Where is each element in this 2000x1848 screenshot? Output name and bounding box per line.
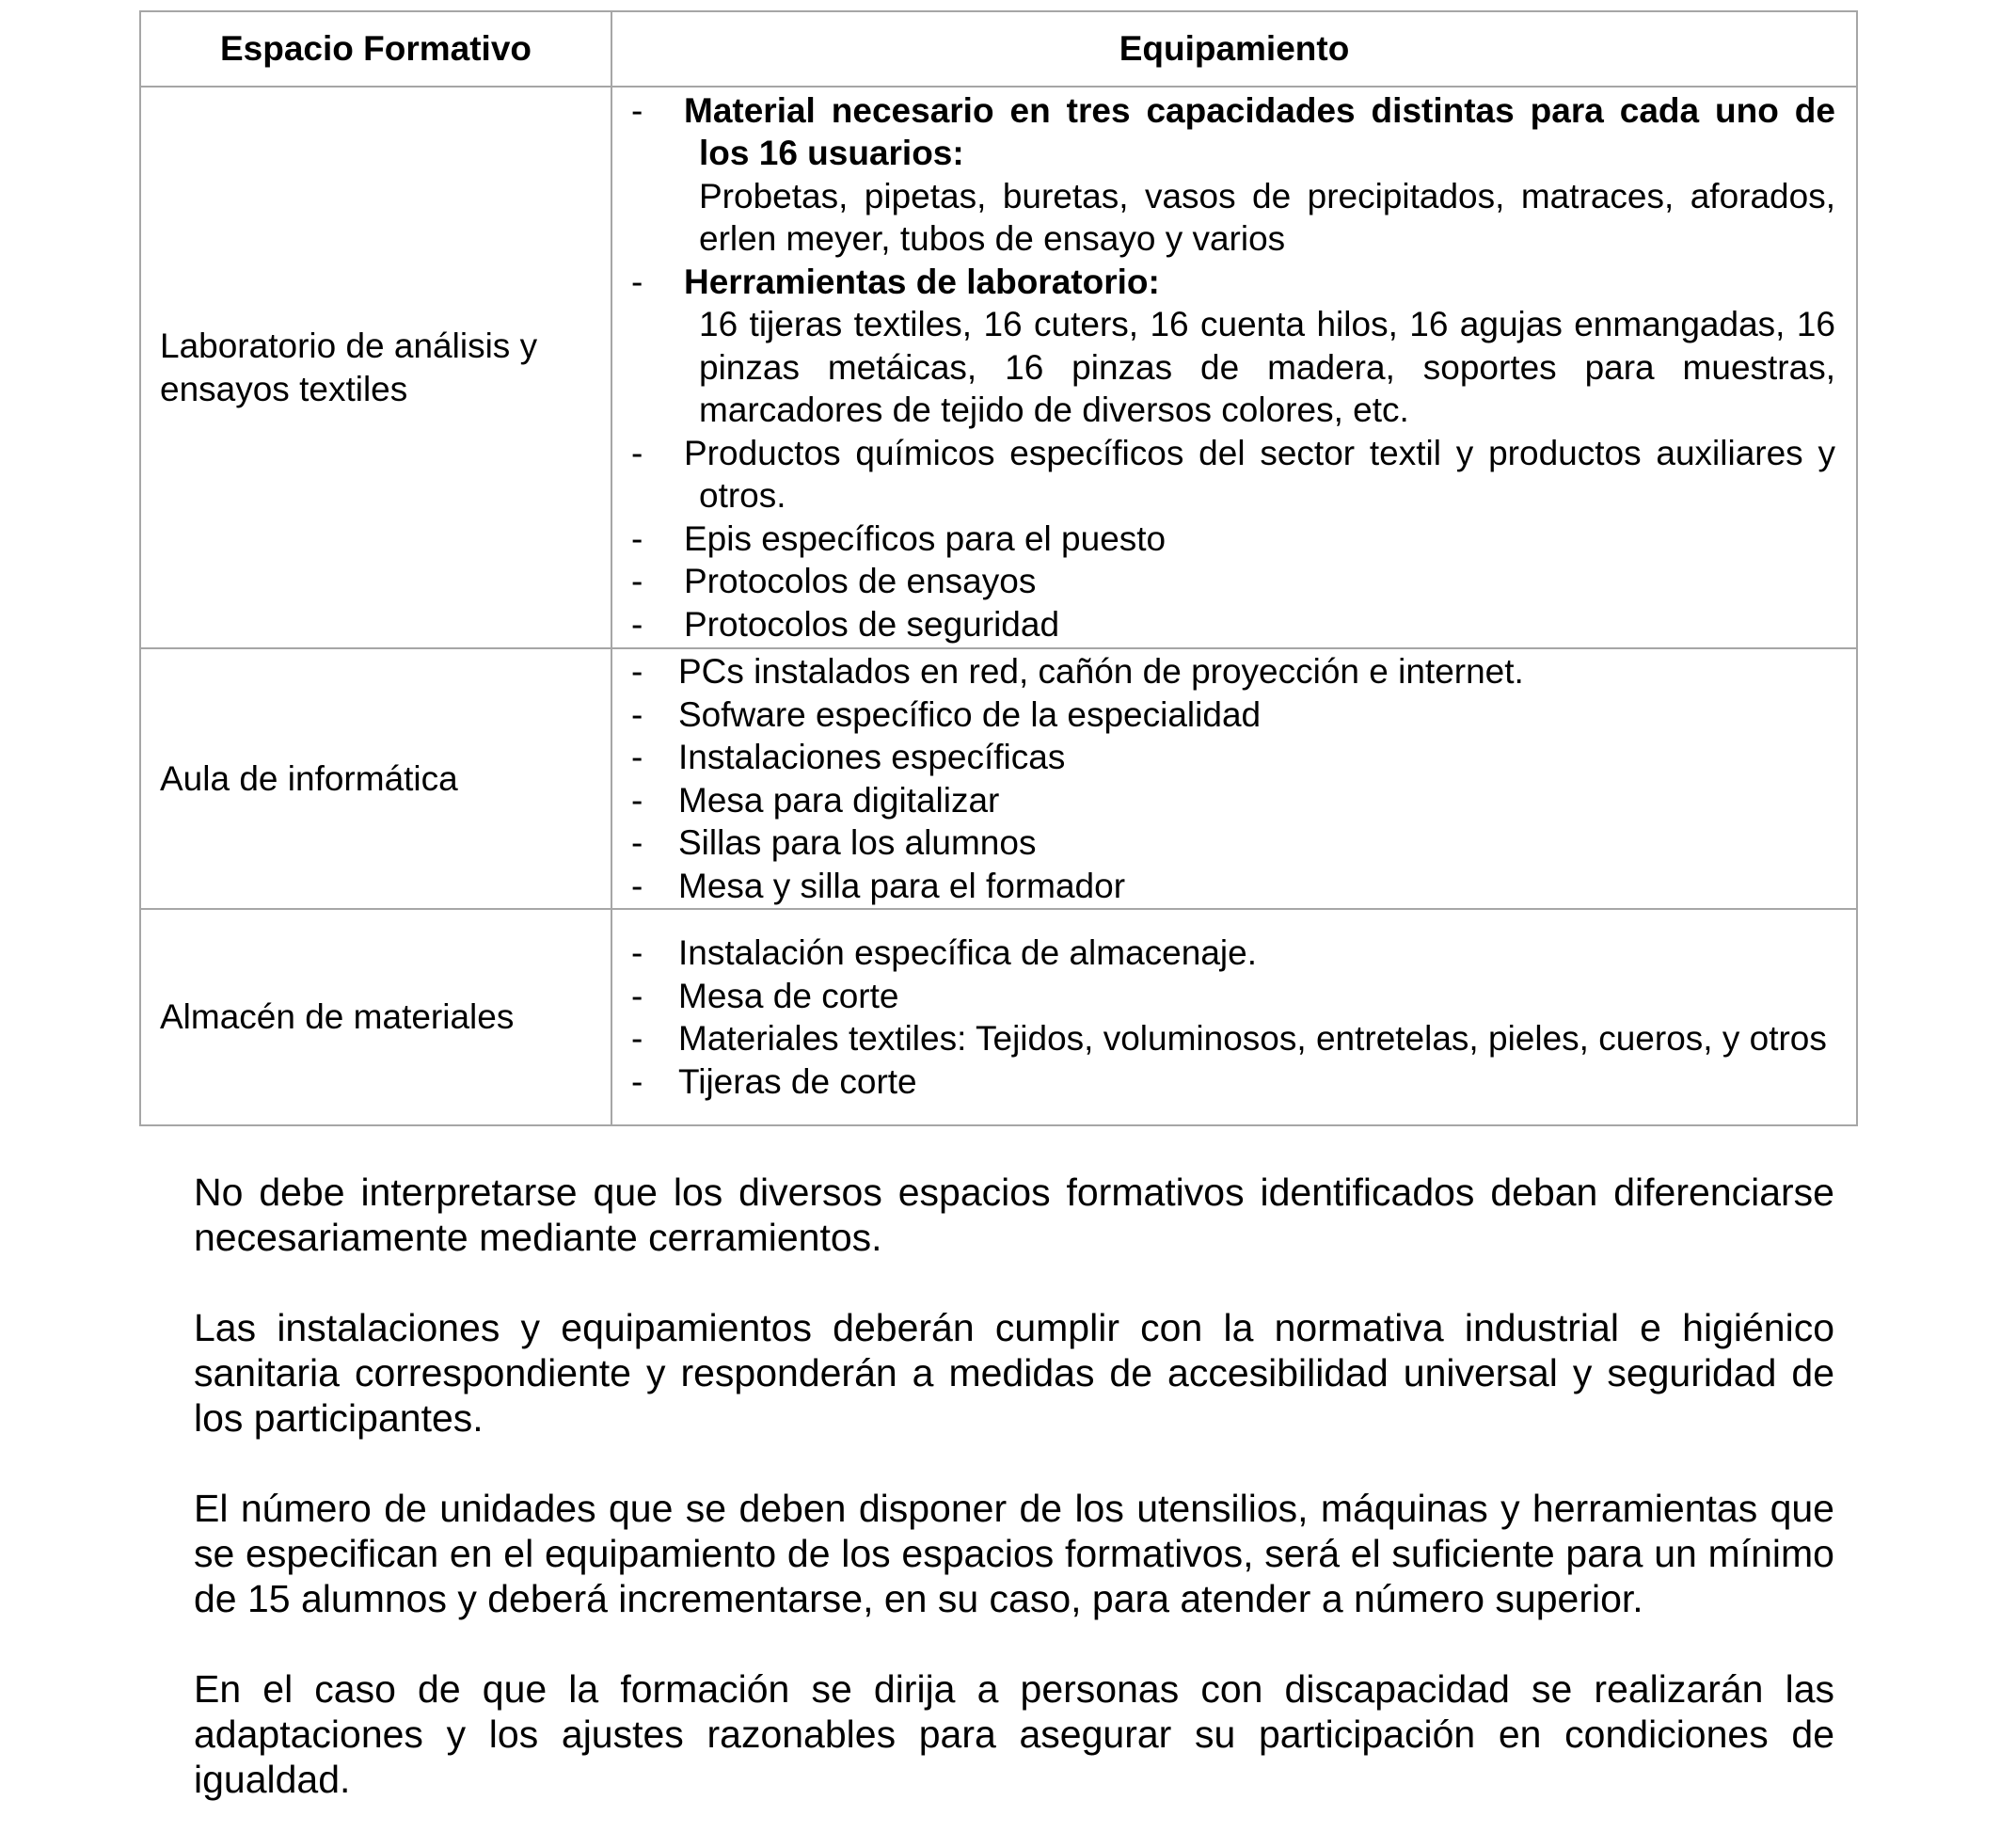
list-item [631,1017,1835,1060]
item-text: Sofware específico de la especialidad [678,694,1262,734]
equipment-list [612,89,1856,646]
item-text: Protocolos de seguridad [684,604,1060,644]
dash-bullet: - [631,562,643,601]
header-equipment: Equipamiento [611,11,1857,87]
item-title: Material necesario en tres capacidades distintas para cada uno de los 16 usuarios: [684,90,1835,173]
dash-bullet: - [631,1019,643,1058]
dash-bullet: - [631,433,643,472]
list-item [631,432,1835,518]
table-row [140,909,1857,1125]
item-text: Epis específicos para el puesto [684,518,1167,558]
table-row [140,648,1857,909]
item-title: Herramientas de laboratorio: [684,262,1160,301]
equipment-list [612,650,1856,907]
paragraph-regulations: Las instalaciones y equipamientos deberán cumplir con la normativa industrial e higiénico sanitaria correspondiente y responderán a medidas de accesibilidad universal y seguridad de los participantes. [194,1306,1834,1440]
list-item [631,736,1835,779]
item-text: Sillas para los alumnos [678,823,1037,862]
list-item [631,693,1835,737]
item-text: Instalación específica de almacenaje. [678,933,1257,972]
item-text: Tijeras de corte [678,1061,917,1101]
dash-bullet: - [631,90,643,130]
space-name: Aula de informática [140,648,611,909]
item-text: PCs instalados en red, cañón de proyección e internet. [678,652,1524,691]
paragraph-disability: En el caso de que la formación se dirija a personas con discapacidad se realizarán las adaptaciones y los ajustes razonables para asegurar su participación en condiciones de igualdad. [194,1667,1834,1801]
item-text: Materiales textiles: Tejidos, voluminosos, entretelas, pieles, cueros, y otros [678,1019,1827,1058]
dash-bullet: - [631,738,643,776]
equipment-list [612,932,1856,1103]
equipment-cell [611,87,1857,648]
item-text: Mesa de corte [678,976,899,1015]
dash-bullet: - [631,604,643,644]
equipment-cell [611,648,1857,909]
list-item [631,1060,1835,1104]
list-item [631,603,1835,646]
table-header-row [140,11,1857,87]
list-item [631,261,1835,432]
item-text: Protocolos de ensayos [684,562,1037,601]
list-item [631,89,1835,261]
list-item [631,975,1835,1018]
header-space: Espacio Formativo [140,11,611,87]
table-row [140,87,1857,648]
list-item [631,560,1835,603]
dash-bullet: - [631,652,643,691]
notes-section [194,1170,1834,1847]
paragraph-units: El número de unidades que se deben disponer de los utensilios, máquinas y herramientas que se especifican en el equipamiento de los espacios formativos, será el suficiente para un mínimo de 15 alumnos y deberá incrementarse, en su caso, para atender a número superior. [194,1487,1834,1620]
list-item [631,518,1835,561]
list-item [631,779,1835,822]
dash-bullet: - [631,262,643,301]
list-item [631,650,1835,693]
list-item [631,821,1835,865]
dash-bullet: - [631,1061,643,1101]
paragraph-enclosures: No debe interpretarse que los diversos espacios formativos identificados deban diferenciarse necesariamente mediante cerramientos. [194,1171,1834,1259]
dash-bullet: - [631,823,643,862]
dash-bullet: - [631,518,643,558]
dash-bullet: - [631,866,643,905]
item-text: Mesa para digitalizar [678,780,1000,820]
item-text: Mesa y silla para el formador [678,866,1126,905]
dash-bullet: - [631,780,643,820]
list-item [631,865,1835,908]
item-text: Productos químicos específicos del sector textil y productos auxiliares y otros. [684,433,1835,516]
space-name: Laboratorio de análisis y ensayos textiles [140,87,611,648]
dash-bullet: - [631,694,643,734]
item-text: Instalaciones específicas [678,738,1066,776]
equipment-table [139,10,1858,1126]
list-item [631,932,1835,975]
dash-bullet: - [631,933,643,972]
item-text: Probetas, pipetas, buretas, vasos de precipitados, matraces, aforados, erlen meyer, tubos de ensayo y varios [699,176,1835,259]
space-name: Almacén de materiales [140,909,611,1125]
equipment-cell [611,909,1857,1125]
item-text: 16 tijeras textiles, 16 cuters, 16 cuenta hilos, 16 agujas enmangadas, 16 pinzas metáicas, 16 pinzas de madera, soportes para muestras, marcadores de tejido de diversos colores, etc. [699,305,1835,430]
dash-bullet: - [631,976,643,1015]
